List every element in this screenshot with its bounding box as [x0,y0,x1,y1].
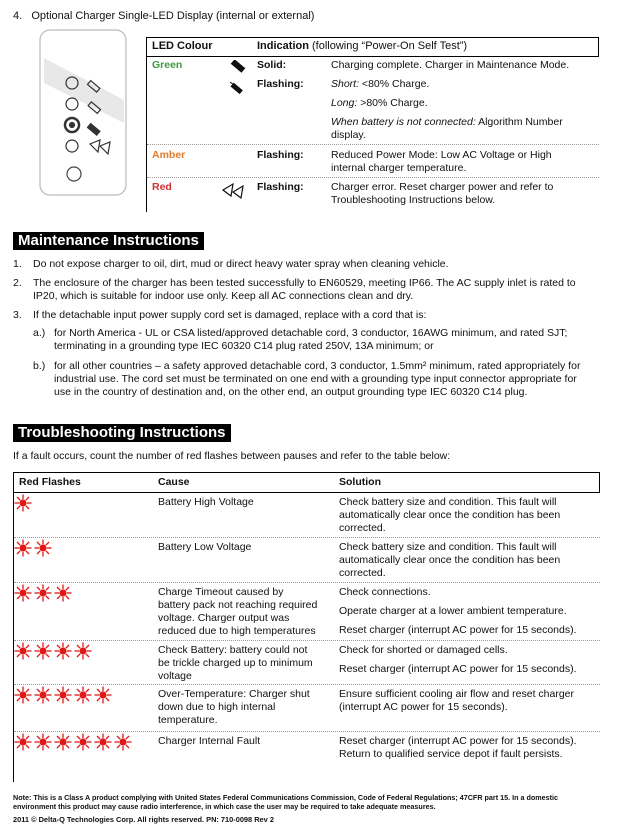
cause-text: Charger Internal Fault [158,735,261,747]
ts-table-right-border [599,472,600,493]
solution-text: corrected. [339,567,386,579]
maint-item-2-num: 2. [13,277,22,289]
solution-text: Reset charger (interrupt AC power for 15 seconds). [339,624,577,636]
cause-text: down due to high internal [158,701,276,713]
led-table-header-border [146,56,599,57]
col-cause: Cause [158,476,190,488]
maint-item-2-line-2: IP20, which is suitable for indoor use only. Keep all AC connections clean and dry. [33,290,414,302]
red-flash-label: Flashing: [257,181,304,193]
red-flash-icon [54,733,72,751]
row-divider [14,731,600,732]
led-table-top-border [146,37,599,38]
maint-sub-b-line-1: for all other countries – a safety approved detachable cord, 3 conductor, 1.5mm² minimum, rated appropriately for [54,360,581,372]
col-indication: Indication (following “Power-On Self Test”) [257,40,468,52]
maint-item-2-line-1: The enclosure of the charger has been tested successfully to EN60529, meeting IP66. The AC supply inlet is rated to [33,277,576,289]
cause-text: Over-Temperature: Charger shut [158,688,310,700]
red-flash-icon [14,539,32,557]
troubleshooting-intro: If a fault occurs, count the number of red flashes between pauses and refer to the table below: [13,450,451,462]
red-flash-icon [54,584,72,602]
solution-text: Check battery size and condition. This fault will [339,496,557,508]
cause-text: reduced due to high temperatures [158,625,316,637]
maint-sub-a-line-1: for North America - UL or CSA listed/approved detachable cord, 3 conductor, 16AWG minimum, and rated SJT; [54,327,568,339]
amber-text-2: internal charger temperature. [331,162,467,174]
red-flashes-4 [14,642,92,660]
red-flashes-2 [14,539,52,557]
heading-number: 4. [13,10,23,22]
red-flashes-6 [14,733,132,751]
charger-display-illustration [38,28,130,198]
led-table-right-border [598,37,599,57]
maint-sub-b-line-3: use in the country of destination and, on the other end, an output grounding type IEC 60320 C14 plug. [54,386,528,398]
maint-sub-b-line-2: industrial use. The cord set must be terminated on one end with a grounding type input connector appropriate for [54,373,577,385]
red-flash-icon [34,539,52,557]
amber-text-1: Reduced Power Mode: Low AC Voltage or High [331,149,552,161]
cause-text: battery pack not reaching required [158,599,318,611]
led-red-label: Red [152,181,172,193]
solution-text: corrected. [339,522,386,534]
green-solid-label: Solid: [257,59,287,71]
troubleshooting-title: Troubleshooting Instructions [13,424,231,442]
cause-text: Charge Timeout caused by [158,586,284,598]
red-flash-icon [94,686,112,704]
red-flash-icon [14,733,32,751]
battery-solid-icon [228,60,248,100]
solution-text: automatically clear once the condition has been [339,554,561,566]
row-divider [14,640,600,641]
red-flash-icon [94,733,112,751]
led-table-left-border [146,37,147,212]
col-led-colour: LED Colour [152,40,213,52]
red-flash-icon [14,686,32,704]
row-divider [14,684,600,685]
red-flash-icon [34,733,52,751]
solution-text: automatically clear once the condition has been [339,509,561,521]
green-long: Long: >80% Charge. [331,97,428,109]
solution-text: (interrupt AC power for 15 seconds). [339,701,508,713]
cause-text: be trickle charged up to minimum [158,657,313,669]
red-flash-icon [114,733,132,751]
cause-text: voltage. Charger output was [158,612,290,624]
red-flash-icon [74,642,92,660]
red-flash-icon [14,584,32,602]
cause-text: Battery High Voltage [158,496,254,508]
maint-item-1-num: 1. [13,258,22,270]
maint-sub-a-line-2: terminating in a grounding type IEC 60320 C14 plug rated 250V, 13A minimum; or [54,340,434,352]
heading-text: Optional Charger Single-LED Display (internal or external) [31,10,315,22]
col-red-flashes: Red Flashes [19,476,81,488]
maint-item-3: If the detachable input power supply cord set is damaged, replace with a cord that is: [33,309,427,321]
solution-text: Ensure sufficient cooling air flow and reset charger [339,688,575,700]
red-flash-icon [34,686,52,704]
solution-text: Operate charger at a lower ambient temperature. [339,605,567,617]
row-divider [14,537,600,538]
red-flashes-5 [14,686,112,704]
solution-text: Reset charger (interrupt AC power for 15 seconds). [339,735,577,747]
red-flash-icon [34,584,52,602]
maintenance-title: Maintenance Instructions [13,232,204,250]
red-flash-icon [54,642,72,660]
row-divider [147,177,599,178]
cause-text: temperature. [158,714,218,726]
red-flashes-1 [14,494,32,512]
solution-text: Check for shorted or damaged cells. [339,644,508,656]
green-not-connected-2: display. [331,129,366,141]
green-solid-text: Charging complete. Charger in Maintenance Mode. [331,59,570,71]
cause-text: Battery Low Voltage [158,541,252,553]
ts-table-top-border [13,472,600,473]
solution-text: Check connections. [339,586,431,598]
footer-note: Note: This is a Class A product complying with United States Federal Communications Commission, Code of Federal Regulations; 47CFR part 15. In a domestic environment this product may cause radio interference, in which case the user may be required to take adequate measures. [13,793,559,811]
red-flashes-3 [14,584,72,602]
warning-triangles-icon [221,181,249,199]
solution-text: Reset charger (interrupt AC power for 15 seconds). [339,663,577,675]
green-flash-label: Flashing: [257,78,304,90]
maint-sub-a-num: a.) [33,327,46,339]
row-divider [14,582,600,583]
red-flash-icon [14,494,32,512]
row-divider [147,144,599,145]
green-short: Short: <80% Charge. [331,78,430,90]
led-amber-label: Amber [152,149,186,161]
cause-text: voltage [158,670,192,682]
section-heading [13,10,314,23]
cause-text: Check Battery: battery could not [158,644,308,656]
ts-table-header-border [13,492,600,493]
green-not-connected: When battery is not connected: Algorithm Number [331,116,563,128]
col-solution: Solution [339,476,381,488]
maint-item-3-num: 3. [13,309,22,321]
solution-text: Return to qualified service depot if fault persists. [339,748,563,760]
maint-sub-b-num: b.) [33,360,46,372]
red-flash-icon [74,733,92,751]
maint-item-1: Do not expose charger to oil, dirt, mud or direct heavy water spray when cleaning vehicle. [33,258,449,270]
red-flash-icon [74,686,92,704]
led-green-label: Green [152,59,183,71]
red-flash-icon [14,642,32,660]
red-text-1: Charger error. Reset charger power and refer to [331,181,554,193]
red-text-2: Troubleshooting Instructions below. [331,194,496,206]
red-flash-icon [34,642,52,660]
solution-text: Check battery size and condition. This fault will [339,541,557,553]
red-flash-icon [54,686,72,704]
amber-flash-label: Flashing: [257,149,304,161]
footer-copyright: 2011 © Delta-Q Technologies Corp. All rights reserved. PN: 710-0098 Rev 2 [13,815,274,824]
